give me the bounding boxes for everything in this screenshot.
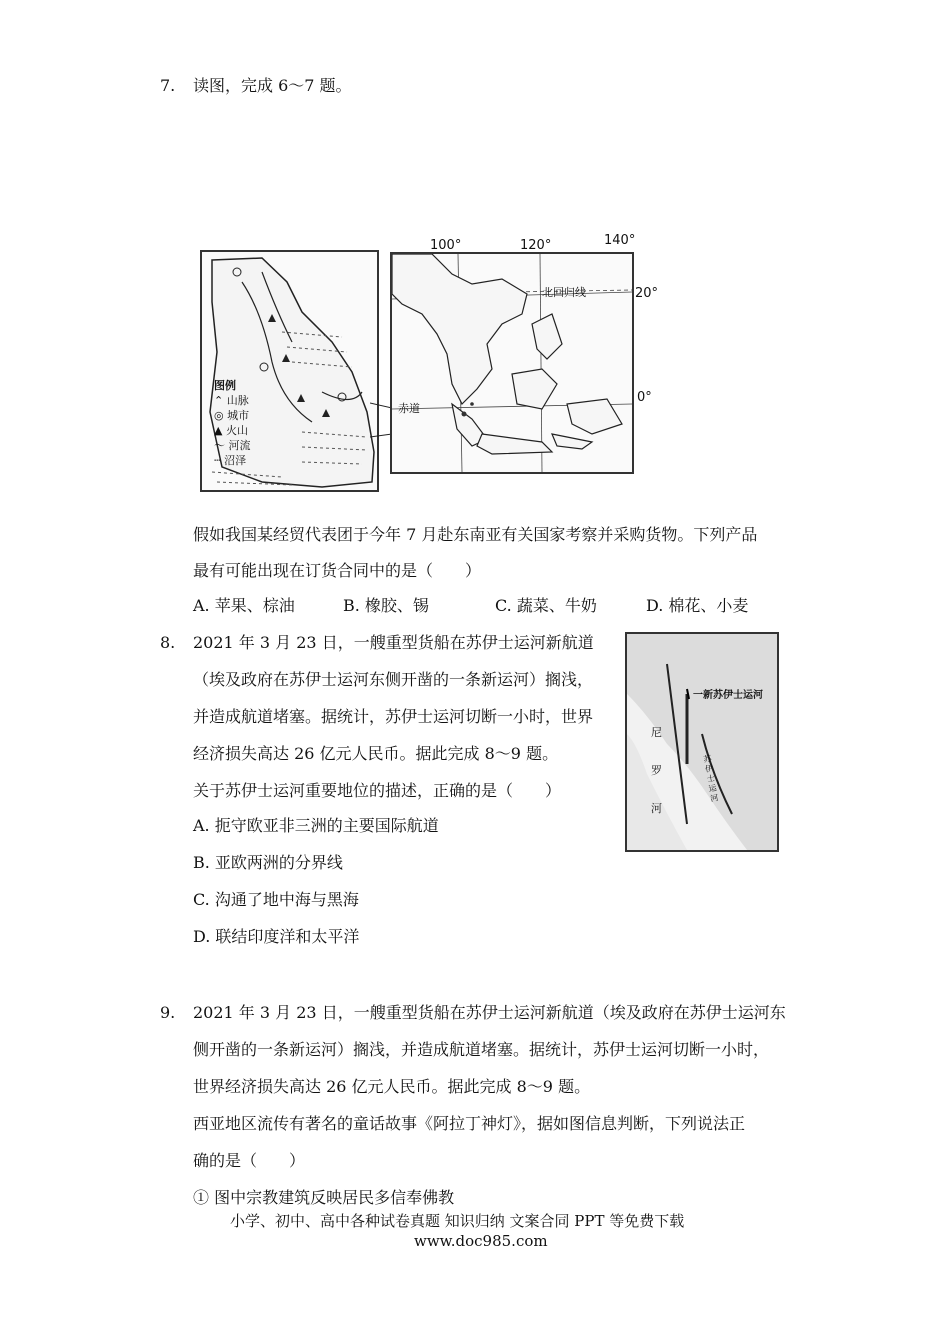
legend-item-volcano: ▲ 火山 — [214, 424, 248, 437]
map-legend — [214, 378, 251, 468]
q8-option-b[interactable]: B. 亚欧两洲的分界线 — [193, 853, 343, 872]
q9-number: 9. — [160, 1003, 176, 1022]
q7-option-d[interactable]: D. 棉花、小麦 — [646, 596, 749, 615]
q7-stem-line1: 假如我国某经贸代表团于今年 7 月赴东南亚有关国家考察并采购货物。下列产品 — [193, 525, 758, 544]
q8-line1: 2021 年 3 月 23 日，一艘重型货船在苏伊士运河新航道 — [193, 633, 594, 652]
lon-label-120: 120° — [520, 238, 552, 253]
lon-label-140: 140° — [604, 233, 636, 248]
q9-line4: 西亚地区流传有著名的童话故事《阿拉丁神灯》，据如图信息判断，下列说法正 — [193, 1114, 746, 1133]
footer-url[interactable]: www.doc985.com — [414, 1232, 548, 1250]
q8-option-c[interactable]: C. 沟通了地中海与黑海 — [193, 890, 359, 909]
legend-item-city: ◎ 城市 — [214, 409, 250, 422]
legend-title: 图例 — [214, 379, 236, 392]
q7-option-b[interactable]: B. 橡胶、锡 — [343, 596, 429, 615]
q9-line2: 侧开凿的一条新运河）搁浅，并造成航道堵塞。据统计，苏伊士运河切断一小时， — [193, 1040, 770, 1059]
legend-item-swamp: ┄ 沼泽 — [214, 454, 247, 467]
q8-line4: 经济损失高达 26 亿元人民币。据此完成 8～9 题。 — [193, 744, 559, 763]
suez-map-svg — [627, 634, 777, 850]
city-icon: ◎ — [214, 409, 228, 422]
river-icon: 〜 — [214, 439, 229, 452]
q9-line5: 确的是（ ） — [193, 1151, 306, 1170]
q7-number: 7. — [160, 76, 176, 95]
q7-option-a[interactable]: A. 苹果、棕油 — [193, 596, 295, 615]
q9-line1: 2021 年 3 月 23 日，一艘重型货船在苏伊士运河新航道（埃及政府在苏伊士运河东 — [193, 1003, 786, 1022]
lat-label-20: 20° — [635, 286, 659, 301]
old-suez-canal-label: 苏伊士运河 — [702, 753, 720, 804]
southeast-asia-map — [390, 252, 634, 474]
q8-line2: （埃及政府在苏伊士运河东侧开凿的一条新运河）搁浅， — [193, 670, 594, 689]
q7-option-c[interactable]: C. 蔬菜、牛奶 — [495, 596, 597, 615]
nile-river-label: 尼罗河 — [651, 726, 662, 815]
suez-canal-map — [625, 632, 779, 852]
southeast-asia-map-svg — [392, 254, 632, 472]
q8-question: 关于苏伊士运河重要地位的描述，正确的是（ ） — [193, 781, 562, 800]
tropic-of-cancer-label: 北回归线 — [542, 286, 586, 299]
q9-line3: 世界经济损失高达 26 亿元人民币。据此完成 8～9 题。 — [193, 1077, 591, 1096]
q8-number: 8. — [160, 633, 176, 652]
q8-option-a[interactable]: A. 扼守欧亚非三洲的主要国际航道 — [193, 816, 439, 835]
q9-line6: ① 图中宗教建筑反映居民多信奉佛教 — [193, 1188, 455, 1207]
equator-label: 赤道 — [398, 402, 420, 415]
legend-item-river: 〜 河流 — [214, 439, 251, 452]
legend-item-mountain: ⌃ 山脉 — [214, 394, 249, 407]
q7-intro: 读图，完成 6～7 题。 — [193, 76, 352, 95]
lat-label-0: 0° — [637, 390, 652, 405]
lon-label-100: 100° — [430, 238, 462, 253]
mountain-icon: ⌃ — [214, 394, 227, 407]
new-suez-canal-label: 一新苏伊士运河 — [693, 690, 763, 701]
footer-line1: 小学、初中、高中各种试卷真题 知识归纳 文案合同 PPT 等免费下载 — [230, 1212, 685, 1230]
volcano-icon: ▲ — [214, 424, 226, 437]
q8-line3: 并造成航道堵塞。据统计，苏伊士运河切断一小时，世界 — [193, 707, 594, 726]
q8-option-d[interactable]: D. 联结印度洋和太平洋 — [193, 927, 360, 946]
swamp-icon: ┄ — [214, 454, 225, 467]
q7-stem-line2: 最有可能出现在订货合同中的是（ ） — [193, 561, 482, 580]
sumatra-map — [200, 250, 379, 492]
